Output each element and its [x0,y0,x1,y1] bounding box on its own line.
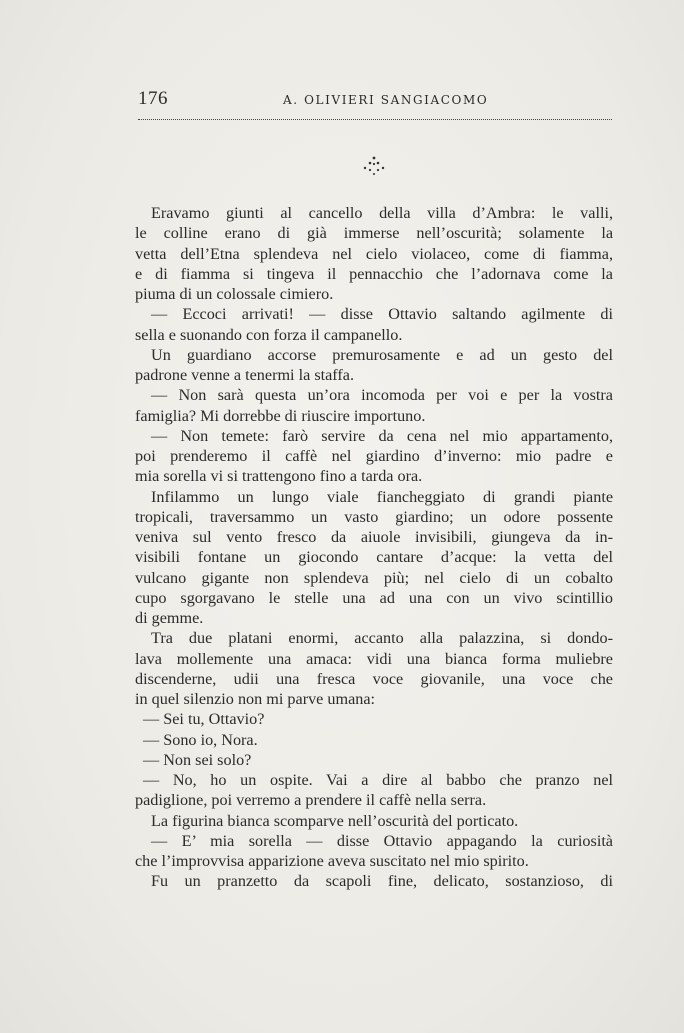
text-line: che l’improvvisa apparizione aveva suscitato nel mio spirito. [135,852,529,870]
text-line: — Eccoci arrivati! — disse Ottavio saltando agilmente di [151,305,613,324]
text-line: Un guardiano accorse premurosamente e ad un gesto del [151,345,613,364]
text-line: — Non sei solo? [143,750,252,769]
text-line: — E’ mia sorella — disse Ottavio appagando la curiosità [151,831,613,850]
page-header [138,88,612,118]
text-line: le colline erano di già immerse nell’oscurità; solamente la [135,224,613,243]
text-line: cupo sgorgavano le stelle una ad una con un vivo scintillio [135,588,613,607]
text-line: Eravamo giunti al cancello della villa d’Ambra: le valli, [151,204,613,222]
text-line: piuma di un colossale cimiero. [135,285,334,303]
text-line: lava mollemente una amaca: vidi una bianca forma muliebre [135,649,613,668]
text-line: visibili fontane un giocondo cantare d’acque: la vetta del [135,548,613,567]
running-head: A. OLIVIERI SANGIACOMO [283,93,489,107]
text-line: sella e suonando con forza il campanello. [135,325,403,344]
text-line: discenderne, udii una fresca voce giovanile, una voce che [135,669,613,688]
text-line: vetta dell’Etna splendeva nel cielo violaceo, come di fiamma, [135,244,613,263]
text-line: di gemme. [135,609,204,627]
text-line: — Sei tu, Ottavio? [143,710,265,729]
text-line: poi prenderemo il caffè nel giardino d’inverno: mio padre e [135,447,613,465]
text-line: — Sono io, Nora. [143,730,258,749]
ornament-icon [361,155,387,177]
text-line: vulcano gigante non splendeva più; nel cielo di un cobalto [135,568,613,587]
text-line: in quel silenzio non mi parve umana: [135,690,376,708]
text-line: — Non sarà questa un’ora incomoda per voi e per la vostra [151,386,613,405]
header-rule [138,119,612,120]
text-line: Infilammo un lungo viale fiancheggiato di grandi piante [151,487,613,506]
text-line: Fu un pranzetto da scapoli fine, delicato, sostanzioso, di [151,872,613,891]
text-line: — Non temete: farò servire da cena nel mio appartamento, [151,426,613,445]
text-line: Tra due platani enormi, accanto alla palazzina, si dondo- [151,629,613,648]
text-line: veniva sul vento fresco da aiuole invisibili, giungeva da in- [135,528,613,546]
text-line: La figurina bianca scomparve nell’oscurità del porticato. [151,811,519,830]
text-line: mia sorella vi si trattengono fino a tarda ora. [135,467,423,486]
text-line: padrone venne a tenermi la staffa. [135,366,355,384]
text-line: — No, ho un ospite. Vai a dire al babbo che pranzo nel [143,771,613,789]
page-number: 176 [138,88,168,109]
text-line: famiglia? Mi dorrebbe di riuscire importuno. [135,406,426,425]
text-line: tropicali, traversammo un vasto giardino; un odore possente [135,507,613,526]
text-line: e di fiamma si tingeva il pennacchio che l’adornava come la [135,264,613,283]
body-text [135,203,613,892]
text-line: padiglione, poi verremo a prendere il caffè nella serra. [135,791,487,810]
